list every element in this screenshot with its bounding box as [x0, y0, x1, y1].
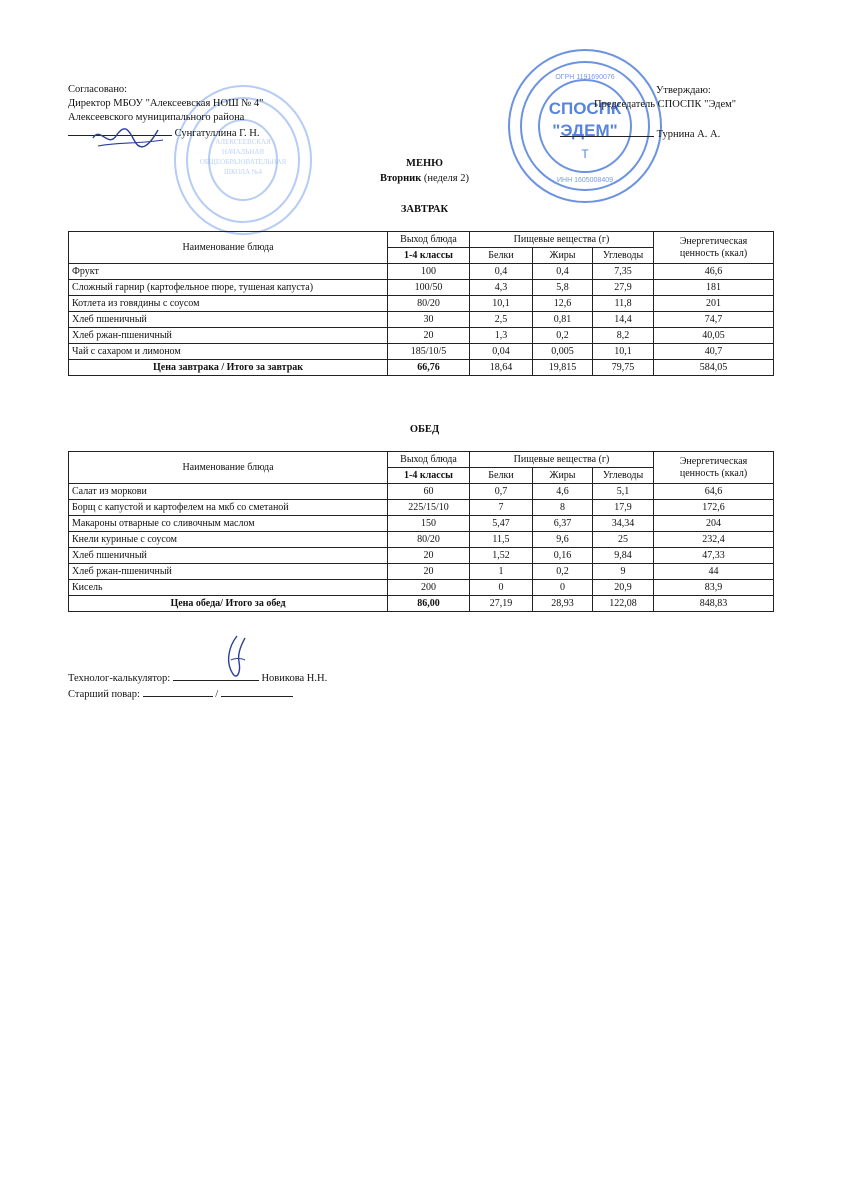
dish-name: Кисель — [69, 580, 388, 596]
dish-yield: 200 — [388, 580, 470, 596]
dish-proteins: 7 — [470, 500, 533, 516]
dish-proteins: 0,04 — [470, 344, 533, 360]
cook-line — [68, 686, 293, 702]
dish-energy: 83,9 — [654, 580, 774, 596]
dish-proteins: 11,5 — [470, 532, 533, 548]
cook-label: Старший повар: — [68, 689, 140, 700]
technologist-name: Новикова Н.Н. — [261, 673, 328, 684]
dish-name: Хлеб ржан-пшеничный — [69, 328, 388, 344]
dish-carbs: 27,9 — [593, 280, 654, 296]
total-price: 66,76 — [388, 360, 470, 376]
header-fats: Жиры — [533, 468, 593, 484]
header-energy: Энергетическая ценность (ккал) — [654, 452, 774, 484]
header-classes: 1-4 классы — [388, 468, 470, 484]
dish-fats: 0,16 — [533, 548, 593, 564]
dish-energy: 201 — [654, 296, 774, 312]
approval-left-name: Сунгатуллина Г. Н. — [174, 128, 260, 139]
dish-name: Фрукт — [69, 264, 388, 280]
dish-name: Макароны отварные со сливочным маслом — [69, 516, 388, 532]
dish-carbs: 5,1 — [593, 484, 654, 500]
approval-left-signature-line — [68, 125, 263, 141]
table-row — [69, 344, 774, 360]
dish-proteins: 2,5 — [470, 312, 533, 328]
dish-yield: 150 — [388, 516, 470, 532]
dish-fats: 8 — [533, 500, 593, 516]
dish-energy: 74,7 — [654, 312, 774, 328]
dish-yield: 100 — [388, 264, 470, 280]
approval-right-name: Турнина А. А. — [656, 129, 721, 140]
svg-text:СПОСПК: СПОСПК — [548, 99, 622, 118]
dish-fats: 4,6 — [533, 484, 593, 500]
dish-fats: 5,8 — [533, 280, 593, 296]
approval-left-line2: Директор МБОУ "Алексеевская НОШ № 4" — [68, 98, 264, 109]
table-row — [69, 548, 774, 564]
dish-name: Хлеб пшеничный — [69, 312, 388, 328]
table-row — [69, 564, 774, 580]
dish-name: Хлеб пшеничный — [69, 548, 388, 564]
day-name: Вторник — [380, 173, 422, 184]
total-price: 86,00 — [388, 596, 470, 612]
table-row — [69, 516, 774, 532]
dish-carbs: 8,2 — [593, 328, 654, 344]
lunch-title: ОБЕД — [409, 424, 440, 435]
total-label: Цена завтрака / Итого за завтрак — [69, 360, 388, 376]
dish-yield: 60 — [388, 484, 470, 500]
dish-yield: 80/20 — [388, 532, 470, 548]
approval-right-line1: Утверждаю: — [656, 85, 711, 96]
dish-name: Чай с сахаром и лимоном — [69, 344, 388, 360]
total-carbs: 122,08 — [593, 596, 654, 612]
dish-name: Хлеб ржан-пшеничный — [69, 564, 388, 580]
dish-proteins: 4,3 — [470, 280, 533, 296]
total-row — [69, 596, 774, 612]
table-row — [69, 296, 774, 312]
svg-text:ОБЩЕОБРАЗОВАТЕЛЬНАЯ: ОБЩЕОБРАЗОВАТЕЛЬНАЯ — [199, 158, 287, 166]
header-yield: Выход блюда — [388, 452, 470, 468]
signature-underline — [173, 670, 259, 681]
dish-energy: 181 — [654, 280, 774, 296]
dish-carbs: 9 — [593, 564, 654, 580]
table-row — [69, 580, 774, 596]
dish-name: Кнели куриные с соусом — [69, 532, 388, 548]
dish-yield: 30 — [388, 312, 470, 328]
dish-yield: 80/20 — [388, 296, 470, 312]
dish-yield: 225/15/10 — [388, 500, 470, 516]
header-nutrients: Пищевые вещества (г) — [470, 452, 654, 468]
svg-text:АЛЕКСЕЕВСКАЯ: АЛЕКСЕЕВСКАЯ — [215, 138, 271, 146]
dish-energy: 44 — [654, 564, 774, 580]
dish-proteins: 1,3 — [470, 328, 533, 344]
dish-fats: 0 — [533, 580, 593, 596]
table-row — [69, 264, 774, 280]
dish-proteins: 0 — [470, 580, 533, 596]
dish-energy: 64,6 — [654, 484, 774, 500]
dish-carbs: 9,84 — [593, 548, 654, 564]
total-carbs: 79,75 — [593, 360, 654, 376]
signature-underline — [143, 686, 213, 697]
header-classes: 1-4 классы — [388, 248, 470, 264]
total-row — [69, 360, 774, 376]
dish-name: Сложный гарнир (картофельное пюре, тушеная капуста) — [69, 280, 388, 296]
day-subtitle — [0, 172, 849, 186]
total-energy: 848,83 — [654, 596, 774, 612]
table-row — [69, 484, 774, 500]
total-label: Цена обеда/ Итого за обед — [69, 596, 388, 612]
table-row — [69, 500, 774, 516]
breakfast-title: ЗАВТРАК — [400, 204, 449, 215]
page-title: МЕНЮ — [406, 158, 443, 169]
dish-carbs: 11,8 — [593, 296, 654, 312]
dish-proteins: 0,4 — [470, 264, 533, 280]
svg-text:ОГРН 1191690076: ОГРН 1191690076 — [555, 74, 615, 81]
header-proteins: Белки — [470, 248, 533, 264]
dish-carbs: 10,1 — [593, 344, 654, 360]
dish-carbs: 17,9 — [593, 500, 654, 516]
dish-fats: 6,37 — [533, 516, 593, 532]
dish-carbs: 20,9 — [593, 580, 654, 596]
table-row — [69, 328, 774, 344]
header-dish-name: Наименование блюда — [69, 232, 388, 264]
dish-carbs: 25 — [593, 532, 654, 548]
dish-proteins: 0,7 — [470, 484, 533, 500]
dish-proteins: 5,47 — [470, 516, 533, 532]
dish-energy: 46,6 — [654, 264, 774, 280]
dish-carbs: 34,34 — [593, 516, 654, 532]
header-fats: Жиры — [533, 248, 593, 264]
lunch-table — [68, 451, 774, 612]
dish-fats: 0,2 — [533, 564, 593, 580]
total-fats: 19,815 — [533, 360, 593, 376]
cook-separator: / — [215, 689, 219, 700]
dish-name: Борщ с капустой и картофелем на мкб со сметаной — [69, 500, 388, 516]
dish-energy: 232,4 — [654, 532, 774, 548]
signature-underline — [560, 126, 654, 137]
dish-proteins: 1 — [470, 564, 533, 580]
week-label: (неделя 2) — [423, 173, 469, 184]
dish-yield: 100/50 — [388, 280, 470, 296]
approval-left-line3: Алексеевского муниципального района — [68, 112, 245, 123]
header-nutrients: Пищевые вещества (г) — [470, 232, 654, 248]
dish-energy: 204 — [654, 516, 774, 532]
total-proteins: 27,19 — [470, 596, 533, 612]
dish-energy: 47,33 — [654, 548, 774, 564]
header-yield: Выход блюда — [388, 232, 470, 248]
total-energy: 584,05 — [654, 360, 774, 376]
approval-right-line2: Председатель СПОСПК "Эдем" — [594, 99, 737, 110]
dish-fats: 0,005 — [533, 344, 593, 360]
dish-fats: 0,2 — [533, 328, 593, 344]
header-carbs: Углеводы — [593, 248, 654, 264]
dish-fats: 12,6 — [533, 296, 593, 312]
dish-energy: 40,7 — [654, 344, 774, 360]
total-fats: 28,93 — [533, 596, 593, 612]
dish-fats: 9,6 — [533, 532, 593, 548]
svg-text:"ЭДЕМ": "ЭДЕМ" — [552, 121, 618, 140]
svg-text:ИНН 1605008409: ИНН 1605008409 — [556, 177, 614, 184]
dish-proteins: 10,1 — [470, 296, 533, 312]
dish-name: Котлета из говядины с соусом — [69, 296, 388, 312]
dish-name: Салат из моркови — [69, 484, 388, 500]
table-row — [69, 280, 774, 296]
table-row — [69, 532, 774, 548]
dish-yield: 185/10/5 — [388, 344, 470, 360]
dish-yield: 20 — [388, 564, 470, 580]
dish-fats: 0,4 — [533, 264, 593, 280]
header-carbs: Углеводы — [593, 468, 654, 484]
header-energy: Энергетическая ценность (ккал) — [654, 232, 774, 264]
dish-yield: 20 — [388, 328, 470, 344]
technologist-label: Технолог-калькулятор: — [68, 673, 171, 684]
total-proteins: 18,64 — [470, 360, 533, 376]
signature-underline — [221, 686, 293, 697]
header-proteins: Белки — [470, 468, 533, 484]
svg-text:НАЧАЛЬНАЯ: НАЧАЛЬНАЯ — [221, 148, 265, 156]
approval-left-line1: Согласовано: — [68, 84, 128, 95]
dish-carbs: 7,35 — [593, 264, 654, 280]
dish-energy: 172,6 — [654, 500, 774, 516]
dish-energy: 40,05 — [654, 328, 774, 344]
breakfast-table — [68, 231, 774, 376]
svg-text:ШКОЛА №4: ШКОЛА №4 — [224, 168, 262, 176]
dish-fats: 0,81 — [533, 312, 593, 328]
dish-yield: 20 — [388, 548, 470, 564]
header-dish-name: Наименование блюда — [69, 452, 388, 484]
dish-carbs: 14,4 — [593, 312, 654, 328]
table-row — [69, 312, 774, 328]
technologist-line — [68, 670, 327, 686]
svg-text:Т: Т — [581, 147, 589, 161]
dish-proteins: 1,52 — [470, 548, 533, 564]
approval-left — [68, 83, 263, 141]
approval-right-signature — [560, 126, 720, 142]
signature-underline — [68, 125, 172, 136]
